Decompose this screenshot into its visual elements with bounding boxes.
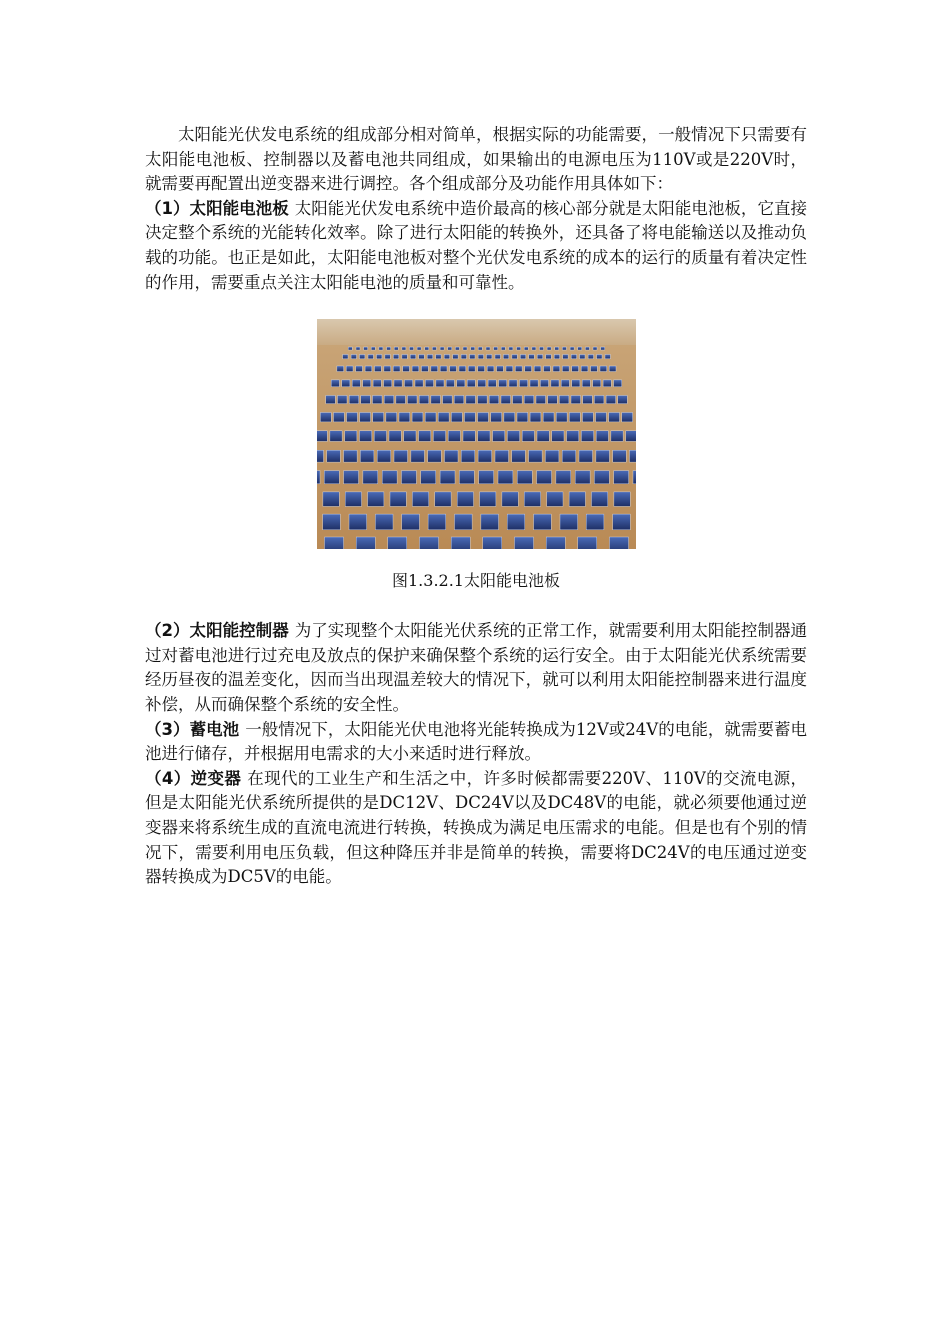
document-page (145, 123, 807, 890)
section-controller (145, 619, 807, 717)
figure (145, 319, 807, 593)
section-heading: （4）逆变器 (145, 768, 242, 788)
intro-paragraph: 太阳能光伏发电系统的组成部分相对简单，根据实际的功能需要，一般情况下只需要有太阳能电池板、控制器以及蓄电池共同组成，如果输出的电源电压为110V或是220V时，就需要再配置出逆变器来进行调控。各个组成部分及功能作用具体如下： (145, 125, 807, 194)
section-text: 在现代的工业生产和生活之中，许多时候都需要220V、110V的交流电源，但是太阳能光伏系统所提供的是DC12V、DC24V以及DC48V的电能，就必须要他通过逆变器来将系统生成的直流电流进行转换，转换成为满足电压需求的电能。但是也有个别的情况下，需要利用电压负载，但这种降压并非是简单的转换，需要将DC24V的电压通过逆变器转换成为DC5V的电能。 (145, 768, 807, 887)
section-text: 一般情况下，太阳能光伏电池将光能转换成为12V或24V的电能，就需要蓄电池进行储存，并根据用电需求的大小来适时进行释放。 (145, 719, 808, 764)
section-battery (145, 718, 807, 767)
section-text: 太阳能光伏发电系统中造价最高的核心部分就是太阳能电池板，它直接决定整个系统的光能转化效率。除了进行太阳能的转换外，还具备了将电能输送以及推动负载的功能。也正是如此，太阳能电池板对整个光伏发电系统的成本的运行的质量有着决定性的作用，需要重点关注太阳能电池的质量和可靠性。 (145, 198, 808, 292)
section-heading: （1）太阳能电池板 (145, 198, 289, 218)
section-heading: （2）太阳能控制器 (145, 621, 289, 641)
section-solar-panel (145, 197, 807, 295)
section-heading: （3）蓄电池 (145, 719, 240, 739)
figure-caption: 图1.3.2.1太阳能电池板 (392, 571, 560, 591)
section-text: 为了实现整个太阳能光伏系统的正常工作，就需要利用太阳能控制器通过对蓄电池进行过充电及放点的保护来确保整个系统的运行安全。由于太阳能光伏系统需要经历昼夜的温差变化，因而当出现温差较大的情况下，就可以利用太阳能控制器来进行温度补偿，从而确保整个系统的安全性。 (145, 621, 808, 714)
section-inverter (145, 767, 807, 890)
solar-panel-field-image (317, 319, 636, 549)
